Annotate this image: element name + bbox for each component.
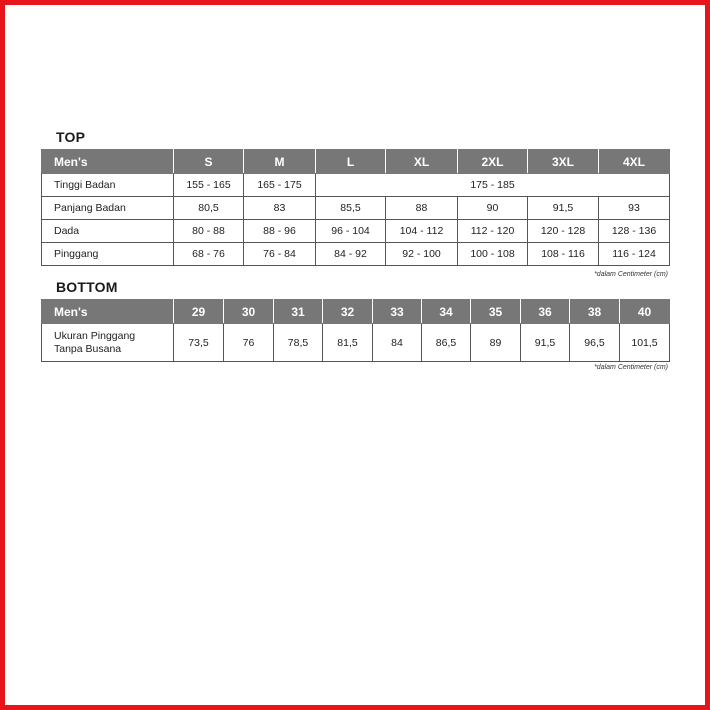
table-cell: 83	[244, 197, 316, 220]
bottom-header-row	[42, 300, 670, 324]
top-header-3xl: 3XL	[528, 150, 599, 174]
table-cell: 116 - 124	[599, 243, 670, 266]
table-cell: 88	[386, 197, 458, 220]
bottom-header-40: 40	[620, 300, 670, 324]
bottom-unit-note: *dalam Centimeter (cm)	[594, 364, 668, 371]
bottom-header-38: 38	[570, 300, 620, 324]
table-row	[42, 243, 670, 266]
row-label-tinggi-badan: Tinggi Badan	[42, 174, 174, 197]
bottom-header-34: 34	[422, 300, 471, 324]
table-cell: 76	[224, 324, 274, 362]
bottom-header-30: 30	[224, 300, 274, 324]
table-cell: 112 - 120	[458, 220, 528, 243]
top-header-s: S	[174, 150, 244, 174]
table-cell: 96,5	[570, 324, 620, 362]
top-header-row	[42, 150, 670, 174]
table-row	[42, 324, 670, 362]
table-cell: 128 - 136	[599, 220, 670, 243]
table-cell: 108 - 116	[528, 243, 599, 266]
bottom-header-mens: Men's	[42, 300, 174, 324]
row-label-line-1: Ukuran Pinggang	[54, 329, 136, 342]
table-cell: 101,5	[620, 324, 670, 362]
table-cell: 100 - 108	[458, 243, 528, 266]
table-cell: 88 - 96	[244, 220, 316, 243]
table-cell: 84 - 92	[316, 243, 386, 266]
bottom-section-title: BOTTOM	[56, 279, 118, 295]
table-cell: 92 - 100	[386, 243, 458, 266]
table-cell-merged: 175 - 185	[316, 174, 670, 197]
top-header-4xl: 4XL	[599, 150, 670, 174]
top-header-mens: Men's	[42, 150, 174, 174]
table-row	[42, 220, 670, 243]
table-cell: 91,5	[521, 324, 570, 362]
table-cell: 91,5	[528, 197, 599, 220]
table-cell: 80 - 88	[174, 220, 244, 243]
table-cell: 86,5	[422, 324, 471, 362]
bottom-size-table	[41, 299, 670, 362]
table-cell: 84	[373, 324, 422, 362]
table-cell: 93	[599, 197, 670, 220]
bottom-header-33: 33	[373, 300, 422, 324]
table-cell: 90	[458, 197, 528, 220]
top-header-m: M	[244, 150, 316, 174]
table-cell: 89	[471, 324, 521, 362]
table-cell: 73,5	[174, 324, 224, 362]
table-cell: 104 - 112	[386, 220, 458, 243]
row-label-ukuran-pinggang	[42, 324, 174, 362]
top-unit-note: *dalam Centimeter (cm)	[594, 271, 668, 278]
table-cell: 80,5	[174, 197, 244, 220]
table-cell: 81,5	[323, 324, 373, 362]
table-cell: 76 - 84	[244, 243, 316, 266]
table-cell: 85,5	[316, 197, 386, 220]
table-cell: 68 - 76	[174, 243, 244, 266]
top-header-2xl: 2XL	[458, 150, 528, 174]
top-section-title: TOP	[56, 129, 86, 145]
table-cell: 120 - 128	[528, 220, 599, 243]
row-label-line-2: Tanpa Busana	[54, 342, 122, 355]
table-row	[42, 197, 670, 220]
top-header-xl: XL	[386, 150, 458, 174]
top-header-l: L	[316, 150, 386, 174]
table-cell: 165 - 175	[244, 174, 316, 197]
row-label-panjang-badan: Panjang Badan	[42, 197, 174, 220]
bottom-header-36: 36	[521, 300, 570, 324]
row-label-dada: Dada	[42, 220, 174, 243]
table-cell: 78,5	[274, 324, 323, 362]
table-row	[42, 174, 670, 197]
bottom-header-32: 32	[323, 300, 373, 324]
bottom-header-35: 35	[471, 300, 521, 324]
top-size-table	[41, 149, 670, 266]
row-label-pinggang: Pinggang	[42, 243, 174, 266]
bottom-header-29: 29	[174, 300, 224, 324]
table-cell: 96 - 104	[316, 220, 386, 243]
table-cell: 155 - 165	[174, 174, 244, 197]
bottom-header-31: 31	[274, 300, 323, 324]
